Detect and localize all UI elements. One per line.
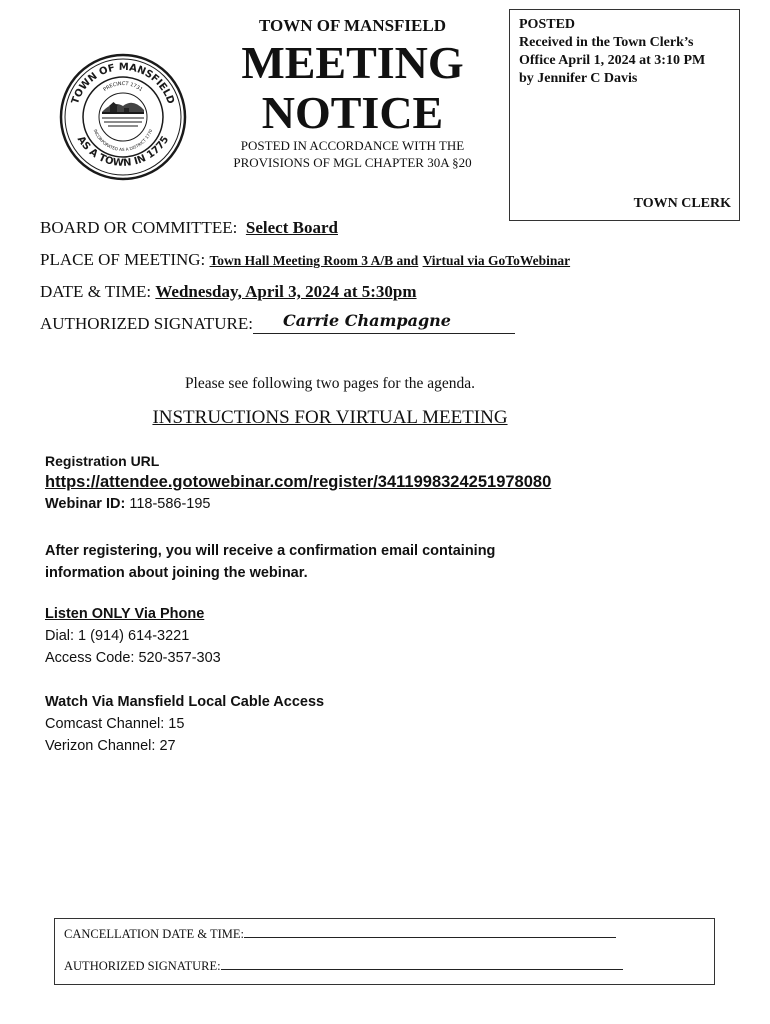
place-label: PLACE OF MEETING: <box>40 250 206 269</box>
cancellation-date-row <box>64 926 616 942</box>
signature-value: Carrie Champagne <box>282 311 451 330</box>
comcast-channel: Comcast Channel: 15 <box>45 716 185 732</box>
signature-label: AUTHORIZED SIGNATURE: <box>40 314 253 333</box>
posted-stamp-box <box>509 9 740 221</box>
posted-received-line: Received in the Town Clerk’s <box>519 35 694 50</box>
place-value-room: Town Hall Meeting Room 3 A/B and <box>209 253 419 268</box>
virtual-instructions-heading: INSTRUCTIONS FOR VIRTUAL MEETING <box>152 407 508 428</box>
meeting-title: MEETING <box>241 37 464 88</box>
place-row <box>40 250 570 270</box>
svg-text:PRECINCT 1731 <box>102 81 143 93</box>
cancellation-signature-row <box>64 958 623 974</box>
phone-dial-number: Dial: 1 (914) 614-3221 <box>45 628 190 644</box>
place-value-virtual: Virtual via GoToWebinar <box>422 253 571 268</box>
webinar-id-label: Webinar ID: <box>45 496 126 512</box>
posted-label: POSTED <box>519 17 576 32</box>
seal-landscape-icon <box>102 102 144 126</box>
signature-line <box>253 311 515 334</box>
signature-row <box>40 311 515 334</box>
webinar-id-row <box>45 496 211 512</box>
registration-url-label: Registration URL <box>45 453 160 469</box>
posted-by-line: by Jennifer C Davis <box>519 71 638 86</box>
svg-text:INCORPORATED AS A DISTRICT 177 <box>93 128 154 152</box>
seal-outer-bottom-text: AS A TOWN IN 1775 <box>74 134 172 170</box>
webinar-id-value: 118-586-195 <box>129 496 211 512</box>
cancellation-date-line <box>244 926 616 938</box>
posted-accordance-line1: POSTED IN ACCORDANCE WITH THE <box>240 138 465 153</box>
phone-section-heading: Listen ONLY Via Phone <box>45 606 205 622</box>
cancellation-box <box>54 918 715 985</box>
posted-accordance-line2: PROVISIONS OF MGL CHAPTER 30A §20 <box>233 155 472 170</box>
board-value: Select Board <box>245 218 338 237</box>
posted-accordance-note <box>210 137 495 171</box>
registration-url-link[interactable]: https://attendee.gotowebinar.com/register/3411998324251978080 <box>45 473 552 491</box>
posted-date-line: Office April 1, 2024 at 3:10 PM <box>519 53 706 68</box>
cable-section-heading: Watch Via Mansfield Local Cable Access <box>45 694 325 710</box>
verizon-channel: Verizon Channel: 27 <box>45 738 176 754</box>
notice-title: NOTICE <box>261 87 444 138</box>
seal-outer-top-text: TOWN OF MANSFIELD <box>69 61 177 106</box>
board-label: BOARD OR COMMITTEE: <box>40 218 238 237</box>
town-name-heading: TOWN OF MANSFIELD <box>258 16 447 35</box>
datetime-value: Wednesday, April 3, 2024 at 5:30pm <box>155 282 417 301</box>
datetime-label: DATE & TIME: <box>40 282 152 301</box>
phone-access-code: Access Code: 520-357-303 <box>45 650 221 666</box>
posted-stamp-text <box>519 16 734 88</box>
cancellation-signature-line <box>221 958 623 970</box>
after-registering-note: After registering, you will receive a confirmation email containing information about joining the webinar. <box>45 543 496 581</box>
cancellation-date-label: CANCELLATION DATE & TIME: <box>64 927 244 941</box>
see-agenda-note: Please see following two pages for the agenda. <box>184 375 476 392</box>
seal-inner-top-text: PRECINCT 1731 <box>102 80 144 94</box>
cancellation-signature-label: AUTHORIZED SIGNATURE: <box>64 959 221 973</box>
town-seal-logo <box>58 52 188 182</box>
board-row <box>40 218 338 238</box>
datetime-row <box>40 282 417 302</box>
seal-inner-bottom-text: INCORPORATED AS A DISTRICT 1770 <box>92 128 154 153</box>
town-clerk-label: TOWN CLERK <box>633 196 731 211</box>
